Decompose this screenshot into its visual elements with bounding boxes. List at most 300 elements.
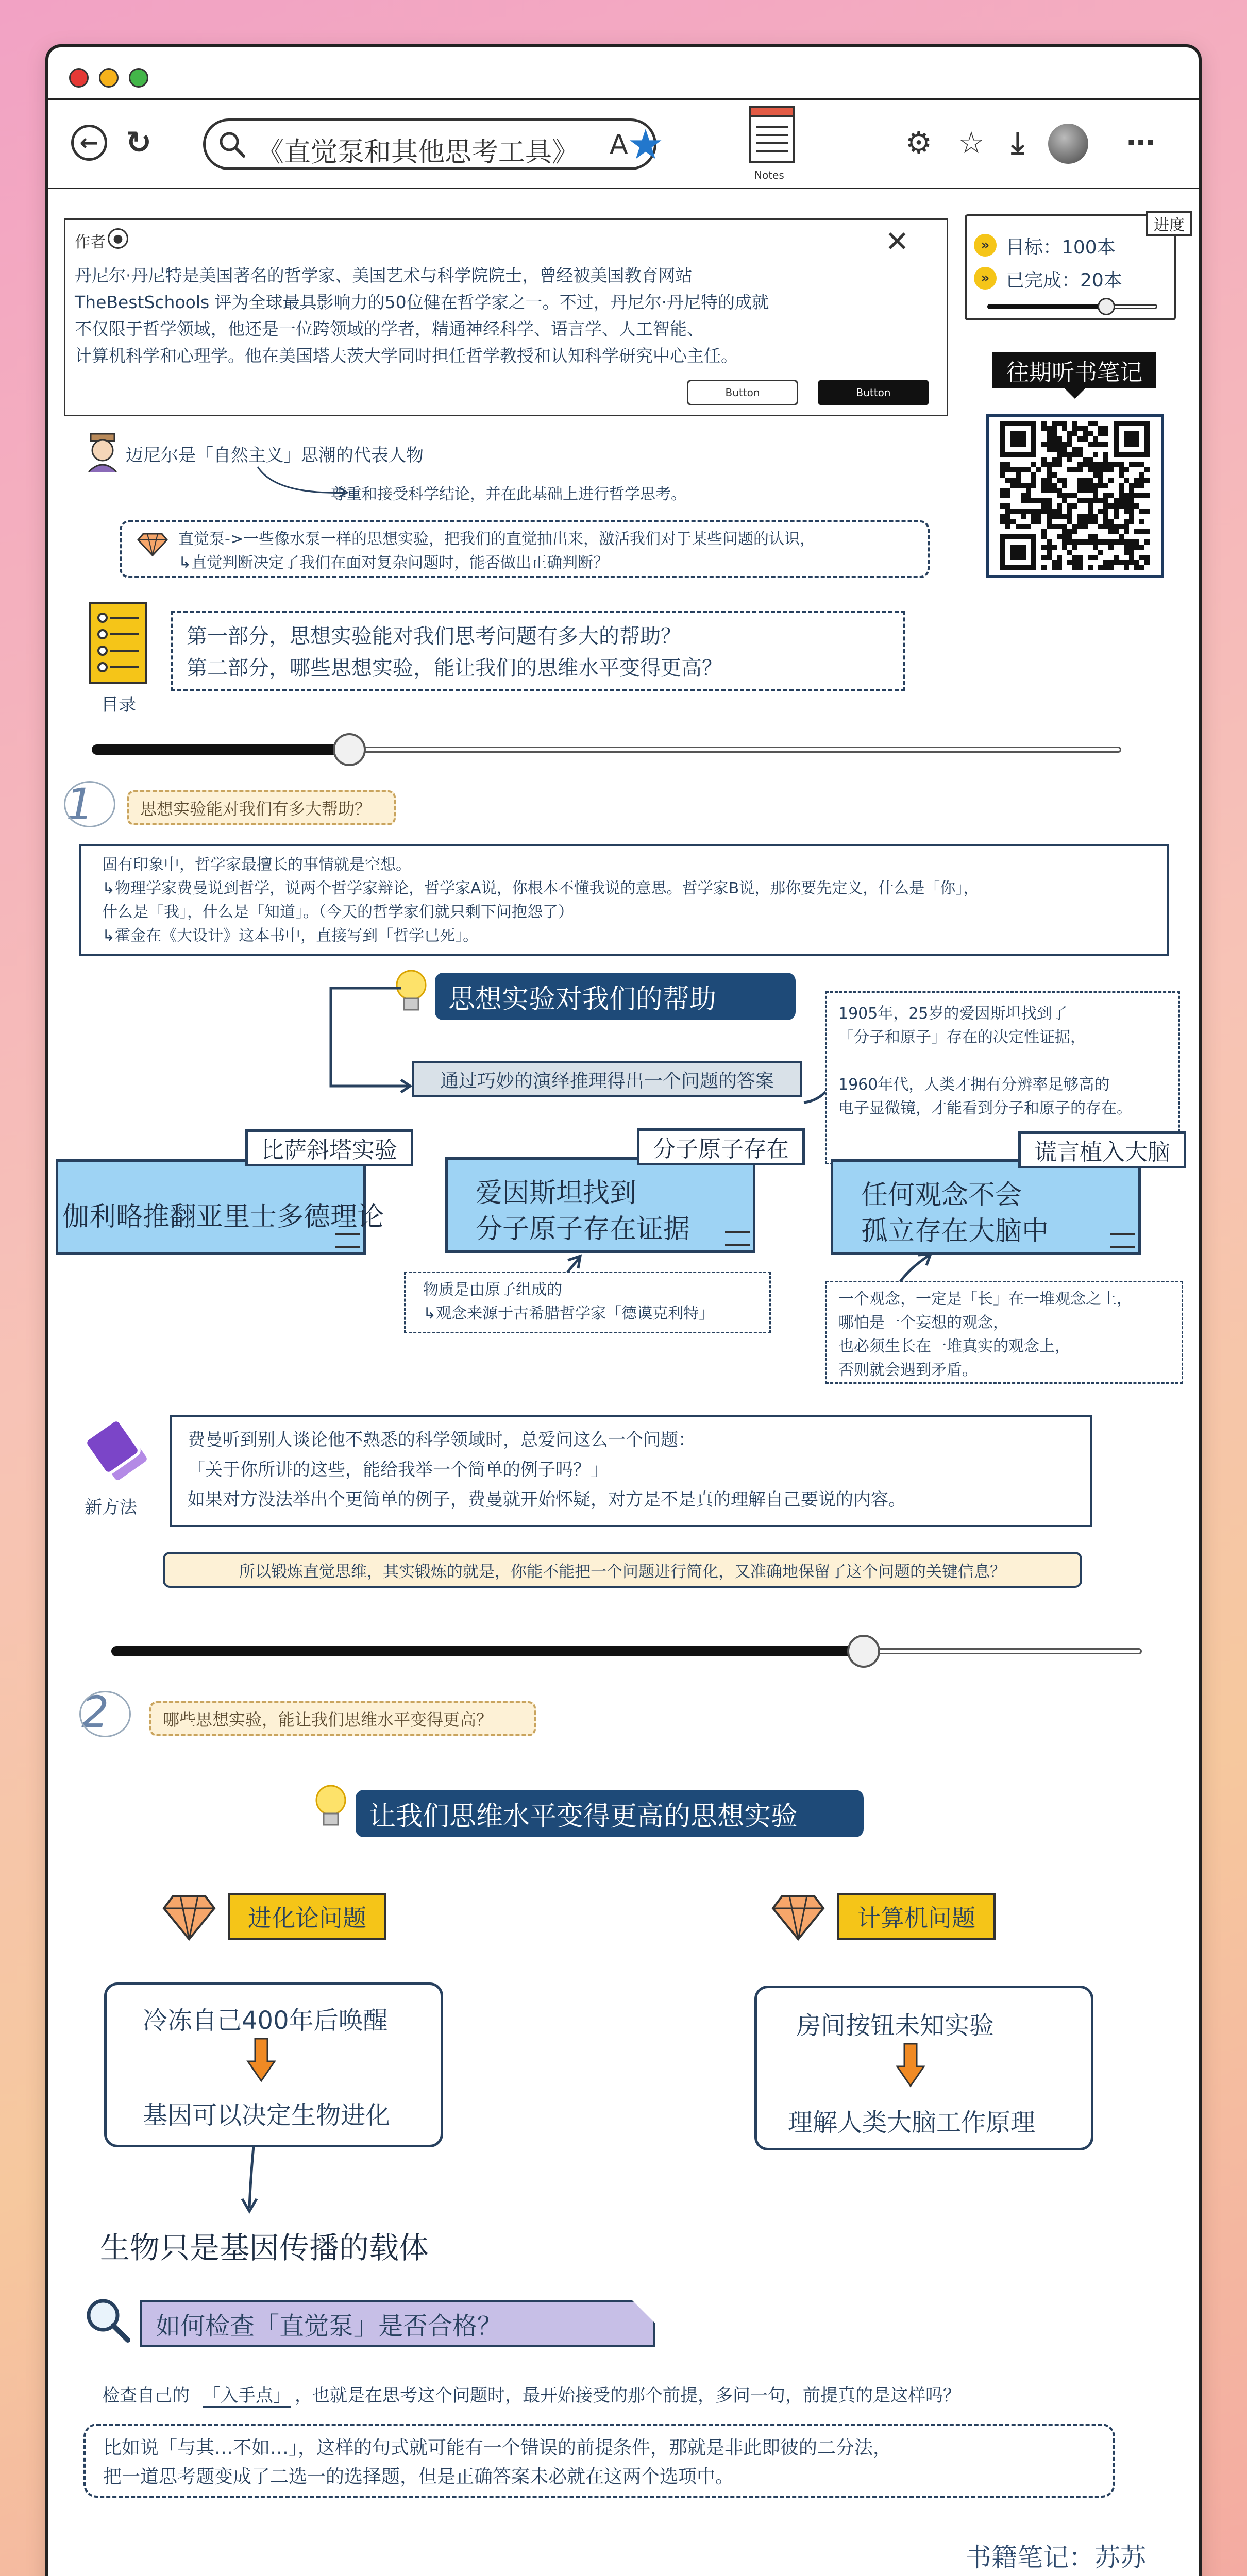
qr-module [1093,493,1098,498]
qr-code-frame[interactable] [986,414,1164,578]
author-line-3: 不仅限于哲学领域，他还是一位跨领域的学者，精通神经科学、语言学、人工智能、 [75,319,704,339]
qr-title: 往期听书笔记 [992,352,1156,388]
qr-module [1052,472,1057,478]
einstein-card-label: 分子原子存在 [637,1128,805,1165]
progress-fill [987,304,1106,309]
qr-module [1062,514,1067,519]
toc-list-icon [89,602,147,684]
notes-label: Notes [754,169,784,181]
reload-icon[interactable]: ↻ [125,125,152,161]
qr-module [1000,514,1005,519]
qr-module [1144,467,1150,472]
qr-module [1124,539,1129,545]
qr-module [1108,524,1114,529]
qr-module [1052,488,1057,493]
qr-module [1010,483,1016,488]
chevron-right-icon: » [974,234,997,257]
qr-module [1139,478,1144,483]
qr-module [1093,498,1098,503]
qr-module [1052,447,1057,452]
part-2-question: 哪些思想实验，能让我们思维水平变得更高？ [149,1701,536,1736]
qr-module [1139,555,1144,560]
progress-slider-handle[interactable] [1098,298,1115,315]
qr-module [1129,503,1134,509]
qr-module [1072,524,1077,529]
qr-module [1119,483,1124,488]
qr-module [1134,560,1139,565]
author-box [64,218,948,416]
check-title: 如何检查「直觉泵」是否合格？ [140,2300,655,2347]
qr-module [1103,462,1108,467]
qr-module [1041,483,1047,488]
qr-module [1103,452,1108,457]
qr-module [1067,560,1072,565]
progress-panel [965,214,1176,320]
qr-module [1062,539,1067,545]
button-solid[interactable]: Button [818,380,929,405]
qr-module [1124,565,1129,570]
qr-module [1124,519,1129,524]
qr-module [1098,509,1103,514]
qr-module [1139,545,1144,550]
author-line-1: 丹尼尔·丹尼特是美国著名的哲学家、美国艺术与科学院院士，曾经被美国教育网站 [75,265,693,285]
qr-module [1108,462,1114,467]
qr-module [1057,452,1062,457]
atom-note-line-2: 「分子和原子」存在的决定性证据， [838,1028,1086,1046]
qr-module [1093,534,1098,539]
qr-module [1036,467,1041,472]
computer-box [754,1986,1093,2150]
qr-module [1057,462,1062,467]
qr-module [1072,555,1077,560]
qr-module [1026,524,1031,529]
qr-module [1088,503,1093,509]
qr-module [1083,519,1088,524]
qr-module [1057,442,1062,447]
qr-module [1108,493,1114,498]
close-window-icon[interactable] [69,68,89,88]
qr-module [1129,550,1134,555]
qr-module [1036,498,1041,503]
minimize-window-icon[interactable] [99,68,119,88]
qr-module [1067,529,1072,534]
qr-module [1098,483,1103,488]
qr-module [1072,503,1077,509]
qr-module [1124,467,1129,472]
qr-module [1072,545,1077,550]
close-icon[interactable]: ✕ [885,225,909,259]
qr-module [1093,519,1098,524]
qr-module [1134,462,1139,467]
qr-module [1103,519,1108,524]
toc-line-2[interactable]: 第二部分，哪些思想实验，能让我们的思维水平变得更高？ [187,656,722,680]
qr-module [1052,442,1057,447]
section-slider-fill [111,1646,864,1656]
qr-module [1036,509,1041,514]
qr-module [1098,462,1103,467]
new-method-line-2: 「关于你所讲的这些，能给我举一个简单的例子吗？」 [188,1460,608,1480]
qr-module [1114,529,1119,534]
qr-module [1088,509,1093,514]
qr-module [1067,519,1072,524]
check-line-highlight: 「入手点」 [203,2381,291,2408]
qr-module [1139,472,1144,478]
author-line-2: TheBestSchools 评为全球最具影响力的50位健在哲学家之一。不过，丹尼尔·丹尼特的成就 [75,292,769,312]
qr-module [1093,436,1098,442]
toc-line-1[interactable]: 第一部分，思想实验能对我们思考问题有多大的帮助？ [187,624,681,648]
qr-module [1088,514,1093,519]
qr-module [1077,488,1083,493]
qr-module [1072,431,1077,436]
atom-note-b: ↳观念来源于古希腊哲学家「德谟克利特」 [423,1304,715,1323]
qr-module [1088,457,1093,462]
qr-module [1083,488,1088,493]
qr-module [1067,457,1072,462]
qr-module [1047,524,1052,529]
qr-module [1083,483,1088,488]
qr-module [1047,426,1052,431]
qr-module [1031,509,1036,514]
lie-implant-card[interactable] [831,1159,1141,1255]
qr-module [1057,488,1062,493]
galileo-card[interactable] [56,1159,384,1255]
diamond-icon [137,532,168,557]
help-title: 思想实验对我们的帮助 [435,973,796,1020]
qr-module [1000,503,1005,509]
qr-module [1114,509,1119,514]
qr-module [1005,462,1010,467]
qr-module [1062,478,1067,483]
notes-icon[interactable] [748,104,798,166]
favorite-star-icon[interactable]: ★ [627,121,664,168]
qr-module [1098,524,1103,529]
qr-module [1114,462,1119,467]
qr-module [1119,472,1124,478]
qr-module [1098,431,1103,436]
qr-module [1052,431,1057,436]
idea-note-line-4: 否则就会遇到矛盾。 [838,1361,978,1379]
qr-module [1047,498,1052,503]
button-outline[interactable]: Button [687,380,798,405]
qr-module [1088,421,1093,426]
qr-module [1144,509,1150,514]
signature: 书籍笔记：苏苏 [966,2543,1146,2572]
qr-module [1103,509,1108,514]
bookmarks-star-icon[interactable]: ☆ [958,125,985,160]
qr-module [1144,555,1150,560]
qr-module [1134,478,1139,483]
qr-module [1072,539,1077,545]
qr-module [1144,478,1150,483]
qr-module [1041,509,1047,514]
impression-line-3: 什么是「我」，什么是「知道」。（今天的哲学家们就只剩下问抱怨了） [102,903,574,921]
qr-module [1047,539,1052,545]
qr-module [1114,524,1119,529]
qr-module [1088,555,1093,560]
qr-module [1077,452,1083,457]
qr-module [1077,467,1083,472]
new-method-box [170,1415,1092,1527]
qr-module [1016,467,1021,472]
qr-module [1129,462,1134,467]
qr-module [1114,503,1119,509]
qr-module [1083,539,1088,545]
qr-module [1005,467,1010,472]
qr-module [1129,519,1134,524]
qr-module [1041,545,1047,550]
qr-module [1088,565,1093,570]
qr-module [1005,524,1010,529]
qr-module [1000,493,1005,498]
qr-module [1052,565,1057,570]
qr-module [1129,560,1134,565]
address-bar[interactable] [203,118,664,170]
qr-module [1057,514,1062,519]
qr-module [1021,493,1026,498]
check-note [83,2424,1115,2498]
qr-module [1088,431,1093,436]
atom-note-line-1: 1905年，25岁的爱因斯坦找到了 [838,1005,1068,1023]
qr-module [1072,447,1077,452]
check-line-prefix: 检查自己的 [102,2385,190,2406]
qr-module [1119,560,1124,565]
qr-module [1010,478,1016,483]
qr-module [1134,529,1139,534]
qr-module [1016,478,1021,483]
qr-module [1129,539,1134,545]
qr-module [1052,457,1057,462]
qr-module [1067,503,1072,509]
maximize-window-icon[interactable] [129,68,148,88]
lines-icon [335,1233,360,1248]
qr-module [1021,498,1026,503]
qr-module [1108,529,1114,534]
qr-module [1124,493,1129,498]
qr-module [1047,431,1052,436]
qr-module [1129,509,1134,514]
qr-module [1057,436,1062,442]
qr-module [1144,493,1150,498]
qr-module [1052,514,1057,519]
einstein-card[interactable] [445,1157,755,1253]
conclusion-arrow [238,2144,264,2216]
down-arrow-icon [895,2042,926,2088]
section-slider-handle[interactable] [333,733,366,766]
new-method-icon [80,1415,153,1487]
lie-card-text-2: 孤立存在大脑中 [861,1216,1049,1247]
qr-module [1041,426,1047,431]
qr-module [1098,550,1103,555]
qr-module [1031,519,1036,524]
qr-module [1119,462,1124,467]
qr-module [1072,421,1077,426]
qr-module [1000,472,1005,478]
qr-module [1077,560,1083,565]
computer-bottom: 理解人类大脑工作原理 [788,2108,1036,2137]
qr-module [1067,431,1072,436]
qr-module [1093,467,1098,472]
qr-module [1093,462,1098,467]
download-icon[interactable]: ⤓ [1011,125,1024,160]
qr-module [1052,421,1057,426]
qr-module [1031,514,1036,519]
qr-module [1057,534,1062,539]
qr-module [1062,447,1067,452]
atom-note-a: 物质是由原子组成的 [423,1281,562,1299]
part-1-question: 思想实验能对我们有多大帮助？ [127,790,396,825]
qr-module [1067,534,1072,539]
toc-label: 目录 [101,694,136,715]
goal-label: 目标：100本 [1006,237,1116,258]
search-icon [217,129,248,160]
qr-module [1041,442,1047,447]
qr-module [1057,478,1062,483]
impression-line-2: ↳物理学家费曼说到哲学，说两个哲学家辩论，哲学家A说，你根本不懂我说的意思。哲学家B说，那你要先定义，什么是「你」， [102,879,979,897]
qr-module [1067,452,1072,457]
qr-module [1062,493,1067,498]
qr-module [1119,503,1124,509]
galileo-card-text: 伽利略推翻亚里士多德理论 [62,1201,384,1232]
qr-module [1067,539,1072,545]
qr-module [1088,478,1093,483]
qr-module [1093,472,1098,478]
author-label: 作者 [75,233,106,251]
qr-module [1098,472,1103,478]
qr-module [1005,519,1010,524]
qr-code [989,417,1161,575]
lines-icon [1110,1233,1135,1248]
impression-line-4: ↳霍金在《大设计》这本书中，直接写到「哲学已死」。 [102,927,479,945]
qr-module [1041,534,1047,539]
qr-module [1103,539,1108,545]
qr-module [1067,550,1072,555]
qr-module [1103,442,1108,447]
qr-module [1077,565,1083,570]
qr-module [1134,503,1139,509]
qr-module [1083,436,1088,442]
qr-module [1057,555,1062,560]
qr-module [1005,509,1010,514]
naturalism-line-1: 迈尼尔是「自然主义」思潮的代表人物 [126,445,424,466]
qr-module [1057,447,1062,452]
section-slider-handle[interactable] [847,1635,880,1668]
computer-top: 房间按钮未知实验 [796,2011,995,2040]
qr-module [1005,493,1010,498]
qr-module [1021,514,1026,519]
qr-module [1047,509,1052,514]
qr-module [1088,534,1093,539]
qr-module [1093,483,1098,488]
qr-module [1093,421,1098,426]
qr-module [1119,539,1124,545]
part-1-number: 1 [66,779,94,829]
qr-module [1026,488,1031,493]
qr-module [1144,529,1150,534]
galileo-card-label: 比萨斜塔实验 [245,1129,413,1166]
avatar[interactable] [1048,124,1088,164]
qr-module [1041,498,1047,503]
qr-module [1108,560,1114,565]
qr-module [1077,539,1083,545]
qr-module [1093,488,1098,493]
qr-module [1129,514,1134,519]
extensions-puzzle-icon[interactable]: ⚙ [905,125,932,160]
qr-module [1129,493,1134,498]
qr-module [1108,519,1114,524]
done-label: 已完成：20本 [1006,270,1122,291]
qr-module [1052,560,1057,565]
intuition-pump-note [120,520,930,578]
down-arrow-icon [246,2037,277,2083]
lines-icon [725,1231,750,1246]
atom-note [404,1272,771,1333]
qr-module [1047,462,1052,467]
qr-module [1088,498,1093,503]
author-line-4: 计算机科学和心理学。他在美国塔夫茨大学同时担任哲学教授和认知科学研究中心主任。 [75,346,738,366]
qr-module [1083,426,1088,431]
qr-module [1108,478,1114,483]
part-2-number: 2 [81,1687,109,1737]
qr-module [1052,524,1057,529]
qr-module [1103,498,1108,503]
qr-module [1124,560,1129,565]
qr-module [1108,539,1114,545]
qr-module [1067,442,1072,447]
qr-module [1072,529,1077,534]
qr-module [1083,514,1088,519]
qr-module [1047,519,1052,524]
qr-module [1108,545,1114,550]
folded-corner [632,2300,655,2324]
qr-module [1129,498,1134,503]
qr-module [1077,498,1083,503]
qr-module [1005,503,1010,509]
qr-module [1036,514,1041,519]
qr-module [1026,498,1031,503]
user-icon: ● [108,228,128,249]
qr-module [1047,514,1052,519]
qr-module [1062,452,1067,457]
qr-module [1098,498,1103,503]
summary-note: 所以锻炼直觉思维，其实锻炼的就是，你能不能把一个问题进行简化，又准确地保留了这个问题的关键信息？ [163,1552,1082,1588]
qr-module [1067,467,1072,472]
qr-module [1077,514,1083,519]
qr-module [1057,524,1062,529]
qr-module [1041,565,1047,570]
idea-note-line-1: 一个观念，一定是「长」在一堆观念之上， [838,1290,1132,1308]
qr-module [1000,488,1005,493]
qr-module [1047,478,1052,483]
qr-module [1108,467,1114,472]
qr-module [1041,555,1047,560]
qr-module [1119,467,1124,472]
qr-module [1077,436,1083,442]
qr-module [1098,478,1103,483]
qr-module [1103,431,1108,436]
qr-module [1010,509,1016,514]
qr-module [1057,503,1062,509]
qr-module [1047,442,1052,447]
qr-module [1062,534,1067,539]
reader-mode-icon[interactable]: A [610,129,628,160]
qr-module [1041,421,1047,426]
more-menu-icon[interactable]: ⋯ [1126,126,1155,160]
qr-module [1062,524,1067,529]
browser-window [45,44,1202,2576]
back-arrow-icon[interactable]: ← [71,125,107,161]
qr-module [1010,519,1016,524]
evolution-box [104,1982,443,2147]
